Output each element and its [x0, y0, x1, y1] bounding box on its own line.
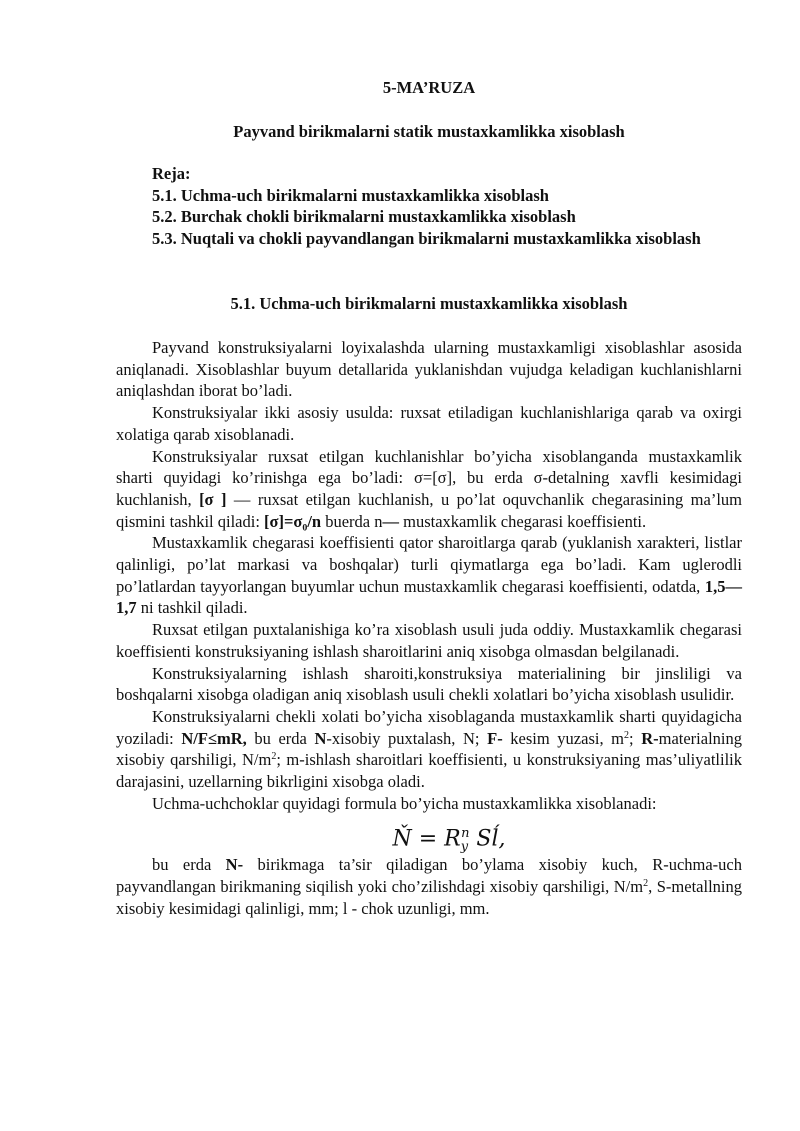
plan-item: 5.3. Nuqtali va chokli payvandlangan birikmalarni mustaxkamlikka xisoblash — [152, 229, 701, 249]
plan-heading: Reja: — [152, 164, 191, 183]
lecture-title: 5-MA’RUZA — [382, 78, 476, 97]
paragraph: Konstruksiyalar ruxsat etilgan kuchlanishlar bo’yicha xisoblanganda mustaxkamlik sharti quyidagi ko’rinishga ega bo’ladi: σ=[σ], bu erda σ-detalning xavfli kesimidagi kuchlanish, [σ ] — ruxsat etilgan kuchlanish, u po’lat oquvchanlik chegarasining ma’lum qismini tashkil qiladi: [σ]=σ₀/n buerda n— mustaxkamlik chegarasi koeffisienti. — [116, 446, 742, 531]
plan-item: 5.1. Uchma-uch birikmalarni mustaxkamlikka xisoblash — [152, 185, 549, 205]
body-text — [116, 337, 742, 920]
paragraph: Uchma-uchchoklar quyidagi formula bo’yicha mustaxkamlikka xisoblanadi: — [152, 793, 657, 813]
plan-block — [116, 163, 742, 250]
paragraph: Konstruksiyalarni chekli xolati bo’yicha xisoblaganda mustaxkamlik sharti quyidagicha yoziladi: N/F≤mR, bu erda N-xisobiy puxtalash, N; F- kesim yuzasi, $m^2$; R-materialning xisobiy qarshiligi, $N/m^2$; m-ishlash sharoitlari koeffisienti, u konstruksiyaning mas’uliyatlilik darajasini, uzellarning bikrligini xisobga oladi. — [116, 706, 743, 792]
section-heading: 5.1. Uchma-uch birikmalarni mustaxkamlikka xisoblash — [230, 294, 628, 313]
paragraph: bu erda N- birikmaga ta’sir qiladigan bo’ylama xisobiy kuch, R-uchma-uch payvandlangan birikmaning siqilish yoki cho’zilishdagi xisobiy qarshiligi, $N/m^2$, S-metallning xisobiy kesimidagi qalinligi, mm; l - chok uzunligi, mm. — [116, 855, 742, 918]
paragraph: Payvand konstruksiyalarni loyixalashda ularning mustaxkamligi xisoblashlar asosida aniqlanadi. Xisoblashlar buyum detallarida yuklanishdan vujudga keladigan kuchlanishlarni aniqlashdan iborat bo’ladi. — [116, 338, 742, 401]
formula: Ň = $R_y^n$ Sĺ, — [392, 826, 506, 856]
paragraph: Konstruksiyalarning ishlash sharoiti,konstruksiya materialining bir jinsliligi va boshqalarni xisobga oladigan aniq xisoblash usuli chekli xolatlari bo’yicha xisoblash usulidir. — [116, 663, 742, 705]
plan-item: 5.2. Burchak chokli birikmalarni mustaxkamlikka xisoblash — [152, 207, 576, 227]
paragraph: Konstruksiyalar ikki asosiy usulda: ruxsat etiladigan kuchlanishlariga qarab va oxirgi xolatiga qarab xisoblanadi. — [116, 403, 742, 444]
paragraph: Ruxsat etilgan puxtalanishiga ko’ra xisoblash usuli juda oddiy. Mustaxkamlik chegarasi koeffisienti konstruksiyaning ishlash sharoitlarini aniq xisobga olmasdan belgilanadi. — [116, 620, 742, 661]
paragraph: Mustaxkamlik chegarasi koeffisienti qator sharoitlarga qarab (yuklanish xarakteri, listlar qalinligi, po’lat markasi va boshqalar) turli qiymatlarga ega bo’ladi. Kam uglerodli po’latlardan tayyorlangan buyumlar uchun mustaxkamlik chegarasi koeffisienti, odatda, 1,5—1,7 ni tashkil qiladi. — [116, 533, 742, 618]
lecture-subtitle: Payvand birikmalarni statik mustaxkamlikka xisoblash — [233, 122, 625, 141]
